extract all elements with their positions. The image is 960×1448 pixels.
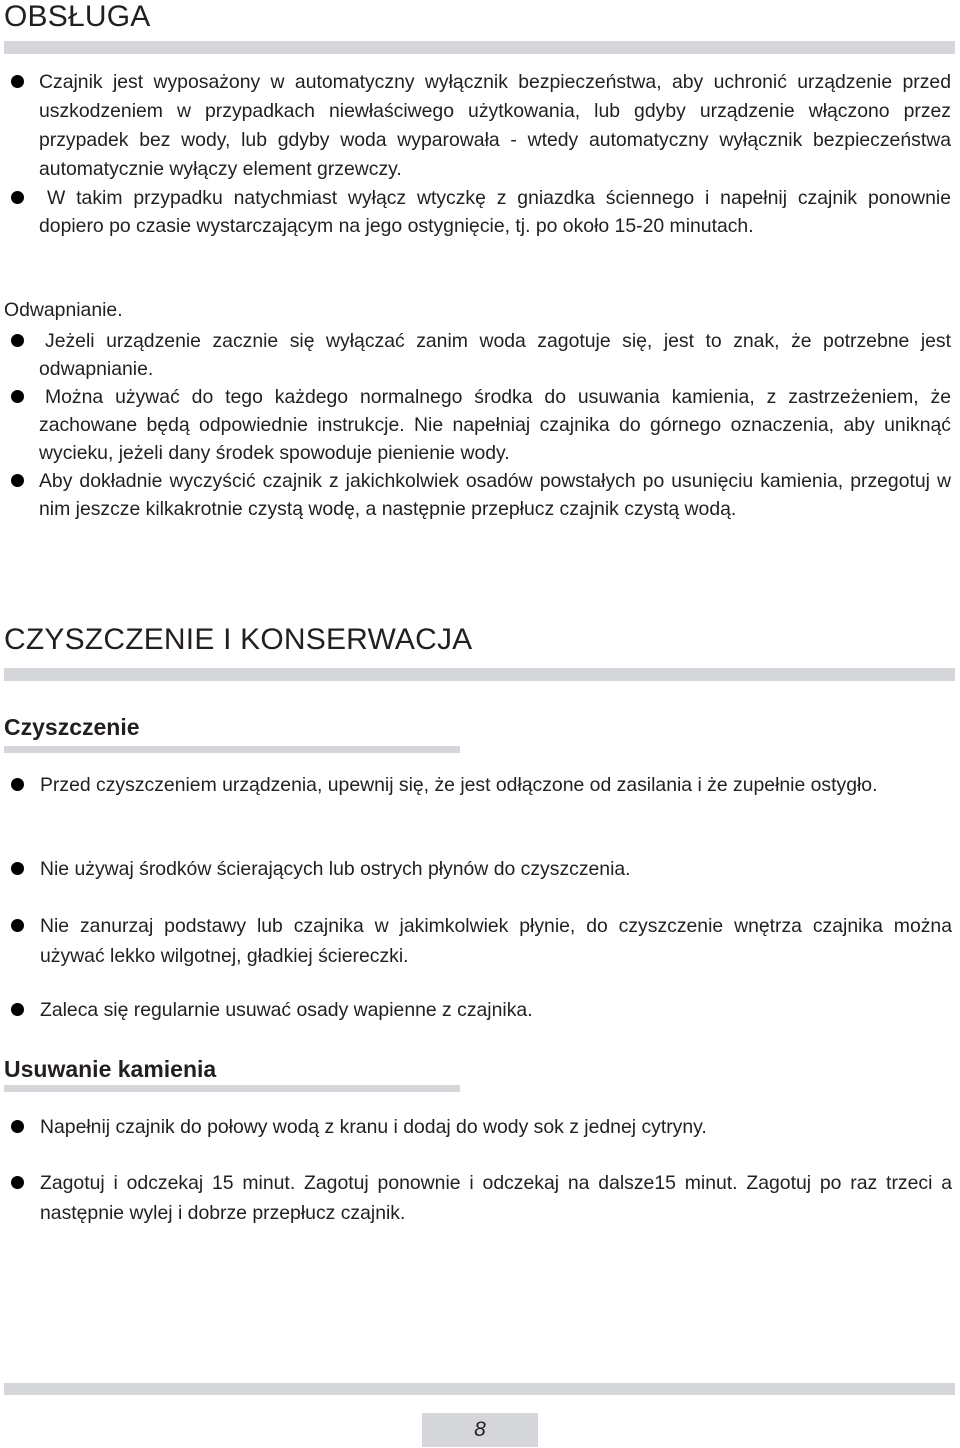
paragraph-text: Można używać do tego każdego normalnego środka do usuwania kamienia, z zastrzeżeniem, że zachowane będą odpowiednie instrukcje. Nie napełniaj czajnika do górnego oznaczenia, aby uniknąć wycieku, jeżeli dany środek spowoduje pienienie wody.	[39, 386, 951, 464]
bullet-icon	[11, 334, 24, 347]
paragraph-text: Aby dokładnie wyczyścić czajnik z jakichkolwiek osadów powstałych po usunięciu kamienia, przegotuj w nim jeszcze kilkakrotnie czystą wodę, a następnie przepłucz czajnik czystą wodą.	[39, 470, 951, 520]
footer-divider	[4, 1383, 955, 1395]
subsection-title-cleaning: Czyszczenie	[4, 714, 140, 740]
descaling-label: Odwapnianie.	[4, 299, 123, 321]
page-number: 8	[422, 1413, 538, 1447]
paragraph-rinse	[39, 467, 951, 523]
section-title-cleaning-maintenance: CZYSZCZENIE I KONSERWACJA	[4, 623, 473, 656]
bullet-icon	[11, 778, 24, 791]
bullet-icon	[11, 919, 24, 932]
list-item: Napełnij czajnik do połowy wodą z kranu i dodaj do wody sok z jednej cytryny.	[40, 1116, 707, 1138]
bullet-icon	[11, 1176, 24, 1189]
list-item: Zagotuj i odczekaj 15 minut. Zagotuj ponownie i odczekaj na dalsze15 minut. Zagotuj po raz trzeci a następnie wylej i dobrze przepłucz czajnik.	[40, 1172, 952, 1224]
list-item: Nie zanurzaj podstawy lub czajnika w jakimkolwiek płynie, do czyszczenie wnętrza czajnika można używać lekko wilgotnej, gładkiej ściereczki.	[40, 915, 952, 967]
paragraph-text: W takim przypadku natychmiast wyłącz wtyczkę z gniazdka ściennego i napełnij czajnik ponownie dopiero po czasie wystarczającym na jego ostygnięcie, tj. po około 15-20 minutach.	[39, 187, 951, 237]
section-title-obsluga: OBSŁUGA	[4, 0, 151, 33]
bullet-icon	[11, 390, 24, 403]
paragraph-safety-switch	[39, 68, 951, 184]
list-item: Przed czyszczeniem urządzenia, upewnij się, że jest odłączone od zasilania i że zupełnie ostygło.	[40, 774, 878, 796]
section-divider	[4, 41, 955, 54]
bullet-icon	[11, 75, 24, 88]
bullet-icon	[11, 1120, 24, 1133]
subsection-divider	[4, 1085, 460, 1092]
bullet-icon	[11, 474, 24, 487]
subsection-title-descaling: Usuwanie kamienia	[4, 1056, 217, 1082]
list-item: Zaleca się regularnie usuwać osady wapienne z czajnika.	[40, 999, 533, 1021]
bullet-icon	[11, 862, 24, 875]
paragraph-descaling-agent	[39, 383, 951, 467]
paragraph-descaling-needed	[39, 327, 951, 383]
paragraph-text: Jeżeli urządzenie zacznie się wyłączać zanim woda zagotuje się, jest to znak, że potrzebne jest odwapnianie.	[39, 330, 951, 380]
bullet-icon	[11, 1003, 24, 1016]
subsection-divider	[4, 746, 460, 753]
bullet-icon	[11, 191, 24, 204]
section-divider	[4, 668, 955, 681]
paragraph-text: Czajnik jest wyposażony w automatyczny wyłącznik bezpieczeństwa, aby uchronić urządzenie przed uszkodzeniem w przypadkach niewłaściwego użytkowania, lub gdyby urządzenie włączono przez przypadek bez wody, lub gdyby woda wyparowała - wtedy automatyczny wyłącznik bezpieczeństwa automatycznie wyłączy element grzewczy.	[39, 71, 951, 180]
list-item: Nie używaj środków ścierających lub ostrych płynów do czyszczenia.	[40, 858, 631, 880]
paragraph-unplug	[39, 184, 951, 240]
